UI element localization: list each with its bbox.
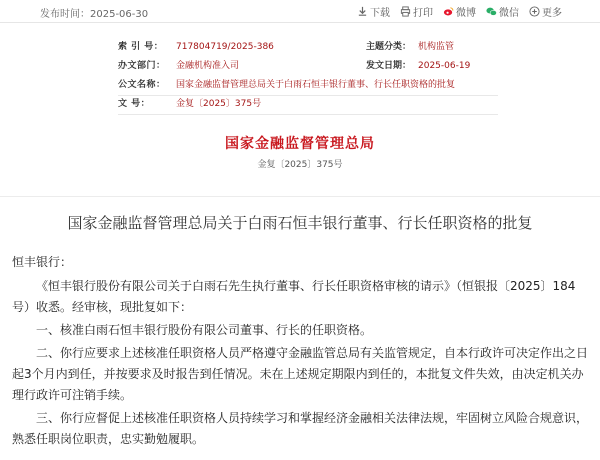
salutation: 恒丰银行：	[12, 255, 73, 269]
dept-label: 办文部门：	[118, 61, 166, 71]
wechat-label: 微信	[499, 8, 519, 19]
document-number: 金复〔2025〕375号	[257, 160, 343, 170]
download-button[interactable]	[357, 4, 390, 19]
number-label: 文 号：	[118, 99, 151, 109]
share-toolbar	[357, 4, 562, 19]
index-label: 索 引 号：	[118, 42, 164, 52]
meta-divider	[118, 114, 498, 115]
print-label: 打印	[413, 8, 433, 19]
title-value: 国家金融监督管理总局关于白雨石恒丰银行董事、行长任职资格的批复	[176, 80, 456, 90]
publish-date: 发布时间：2025-06-30	[40, 9, 149, 20]
print-button[interactable]	[400, 4, 433, 19]
date-value: 2025-06-19	[418, 61, 471, 71]
issuing-agency: 国家金融监督管理总局	[225, 136, 375, 152]
weibo-share-button[interactable]	[443, 4, 476, 19]
paragraph: 二、你行应要求上述核准任职资格人员严格遵守金融监管总局有关监管规定，自本行政许可决定作出之日起3个月内到任，并按要求及时报告到任情况。未在上述规定期限内到任的，本批复文件失效，由决定机关办理行政许可注销手续。	[12, 346, 589, 402]
paragraph: 三、你行应督促上述核准任职资格人员持续学习和掌握经济金融相关法律法规，牢固树立风险合规意识，熟悉任职岗位职责，忠实勤勉履职。	[12, 411, 589, 446]
download-icon	[357, 6, 368, 17]
meta-divider	[118, 95, 498, 96]
category-label: 主题分类：	[366, 42, 412, 52]
weibo-label: 微博	[456, 8, 476, 19]
section-divider	[0, 196, 600, 197]
print-icon	[400, 6, 411, 17]
paragraph: 一、核准白雨石恒丰银行股份有限公司董事、行长的任职资格。	[36, 323, 373, 337]
date-label: 发文日期：	[366, 61, 412, 71]
document-metadata	[118, 38, 498, 114]
more-button[interactable]	[529, 4, 562, 19]
index-value: 717804719/2025-386	[176, 42, 274, 52]
document-body	[12, 252, 590, 452]
download-label: 下载	[370, 8, 390, 19]
title-label: 公文名称：	[118, 80, 166, 90]
category-value: 机构监管	[418, 42, 455, 52]
top-bar	[0, 0, 600, 23]
number-value: 金复〔2025〕375号	[176, 99, 262, 109]
paragraph: 《恒丰银行股份有限公司关于白雨石先生执行董事、行长任职资格审核的请示》（恒银报〔2025〕184号）收悉。经审核，现批复如下：	[12, 279, 576, 314]
wechat-share-button[interactable]	[486, 4, 519, 19]
more-label: 更多	[542, 8, 562, 19]
wechat-icon	[486, 6, 497, 17]
weibo-icon	[443, 6, 454, 17]
dept-value: 金融机构准入司	[176, 61, 240, 71]
document-title: 国家金融监督管理总局关于白雨石恒丰银行董事、行长任职资格的批复	[67, 214, 533, 232]
more-icon	[529, 6, 540, 17]
